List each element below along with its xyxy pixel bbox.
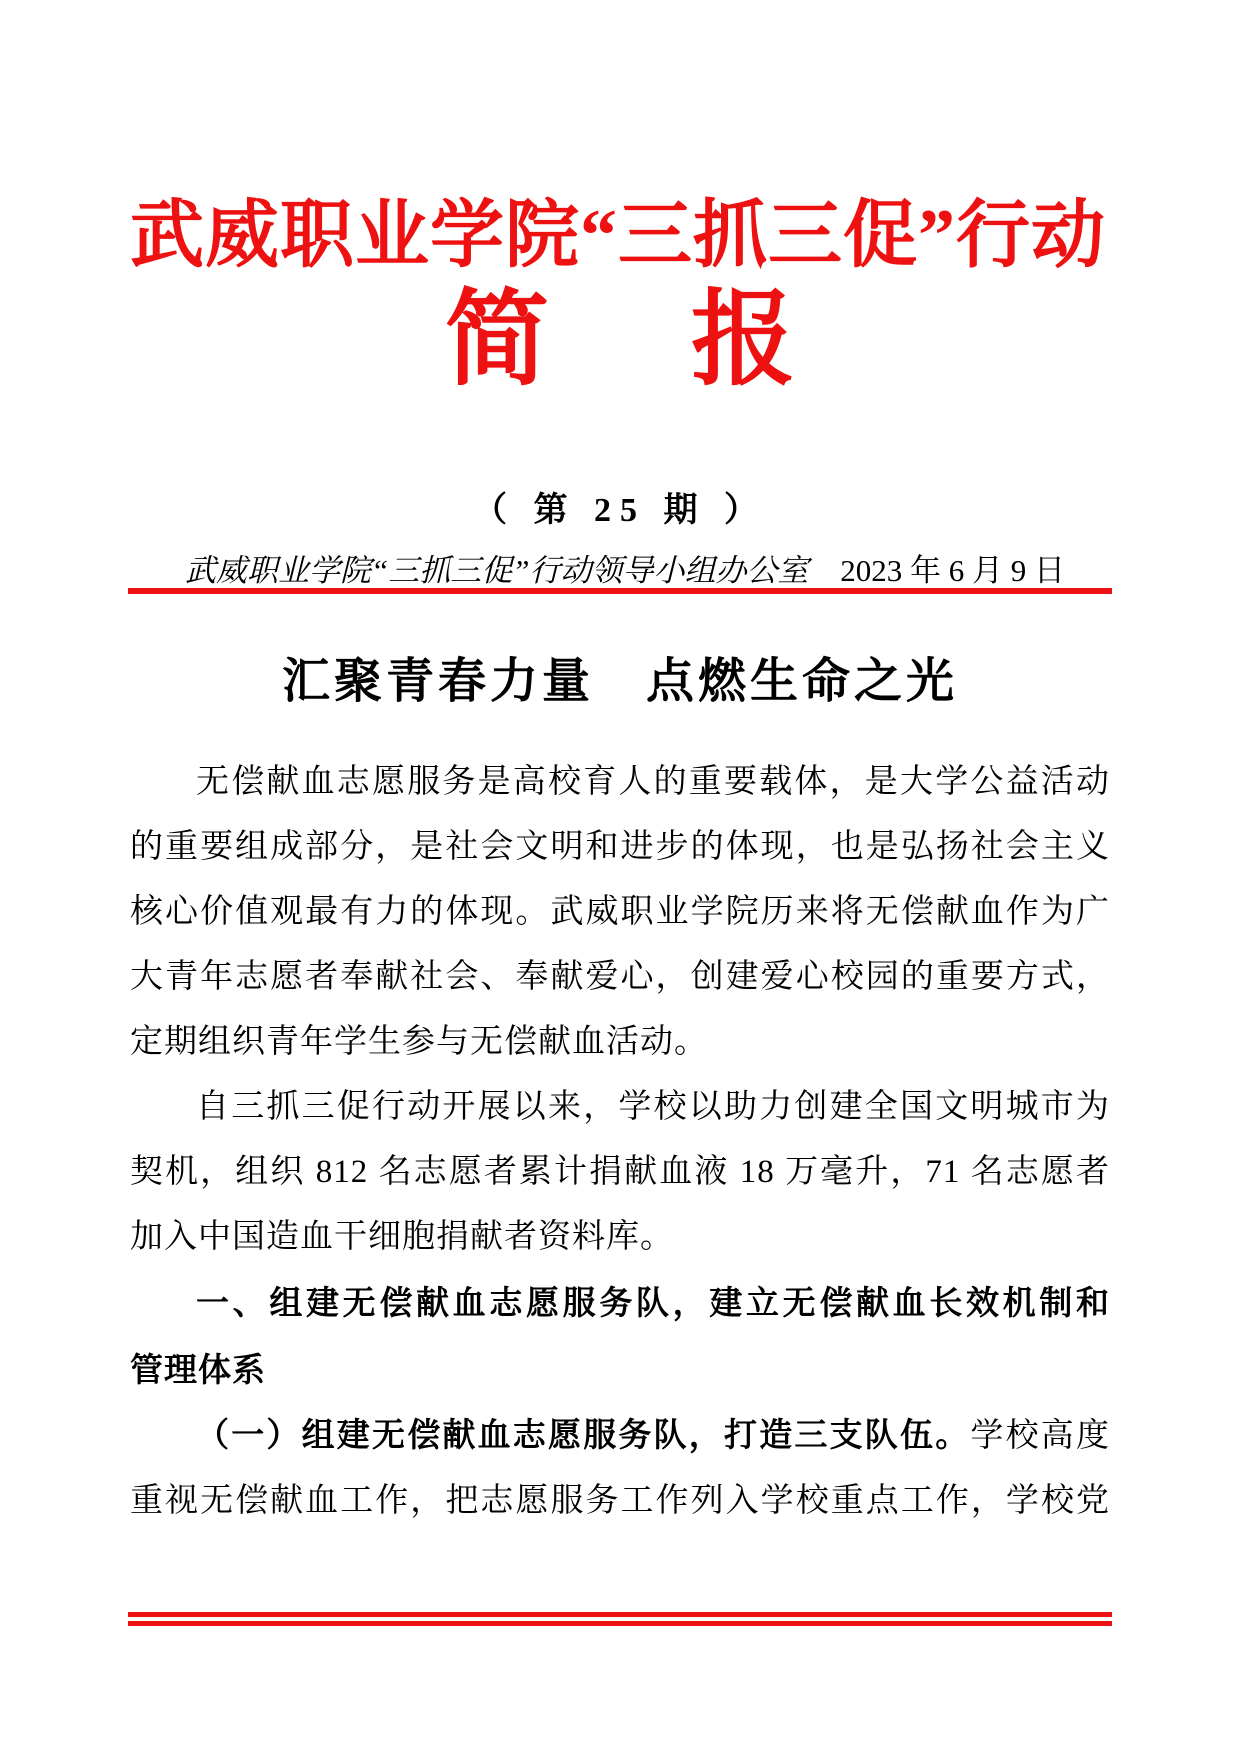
text-segment: （一）组建无偿献血志愿服务队，打造三支队伍。 bbox=[196, 1418, 971, 1454]
body-line bbox=[130, 1205, 1110, 1270]
body-line bbox=[130, 1469, 1110, 1534]
masthead-title-line2 bbox=[130, 284, 1110, 398]
body-line bbox=[130, 815, 1110, 880]
masthead-divider-rule bbox=[128, 588, 1112, 594]
text-segment: 一、组建无偿献血志愿服务队，建立无偿献血长效机制和 bbox=[196, 1284, 1110, 1321]
article-body bbox=[130, 750, 1110, 1534]
article-headline-left: 汇聚青春力量 bbox=[281, 655, 594, 708]
issuing-office-name: 武威职业学院“三抓三促”行动领导小组办公室 bbox=[185, 553, 809, 588]
body-line bbox=[130, 750, 1110, 815]
body-line bbox=[130, 1337, 1110, 1404]
masthead-title-line1: 武威职业学院“三抓三促”行动 bbox=[130, 195, 1106, 277]
text-segment: 自三抓三促行动开展以来，学校以助力创建全国文明城市为 bbox=[196, 1089, 1110, 1125]
body-line bbox=[130, 1010, 1110, 1075]
text-segment: 管理体系 bbox=[130, 1351, 266, 1388]
body-line bbox=[130, 880, 1110, 945]
text-segment: 学校高度 bbox=[970, 1418, 1111, 1454]
text-segment: 无偿献血志愿服务是高校育人的重要载体，是大学公益活动 bbox=[196, 764, 1110, 800]
office-date-row bbox=[130, 545, 1110, 590]
masthead-title-char-bao: 报 bbox=[691, 283, 796, 398]
text-segment: 契机，组织 812 名志愿者累计捐献血液 18 万毫升，71 名志愿者 bbox=[130, 1154, 1110, 1190]
text-segment: 核心价值观最有力的体现。武威职业学院历来将无偿献血作为广 bbox=[130, 894, 1110, 930]
text-segment: 大青年志愿者奉献社会、奉献爱心，创建爱心校园的重要方式， bbox=[130, 959, 1110, 995]
body-line bbox=[130, 1140, 1110, 1205]
article-headline bbox=[130, 642, 1110, 711]
issue-date: 2023 年 6 月 9 日 bbox=[840, 553, 1065, 588]
text-segment: 重视无偿献血工作，把志愿服务工作列入学校重点工作，学校党 bbox=[130, 1483, 1110, 1519]
body-line bbox=[130, 1075, 1110, 1140]
masthead-title-char-jian: 简 bbox=[444, 283, 549, 398]
text-segment: 加入中国造血干细胞捐献者资料库。 bbox=[130, 1219, 674, 1255]
body-line bbox=[130, 945, 1110, 1010]
text-segment: 的重要组成部分，是社会文明和进步的体现，也是弘扬社会主义 bbox=[130, 829, 1110, 865]
article-headline-right: 点燃生命之光 bbox=[646, 655, 959, 708]
body-line bbox=[130, 1270, 1110, 1337]
page-footer-double-rule bbox=[128, 1612, 1112, 1626]
body-line bbox=[130, 1404, 1110, 1469]
issue-number-line: （ 第 25 期 ） bbox=[473, 492, 767, 529]
footer-rule-bottom bbox=[128, 1621, 1112, 1626]
text-segment: 定期组织青年学生参与无偿献血活动。 bbox=[130, 1024, 708, 1060]
